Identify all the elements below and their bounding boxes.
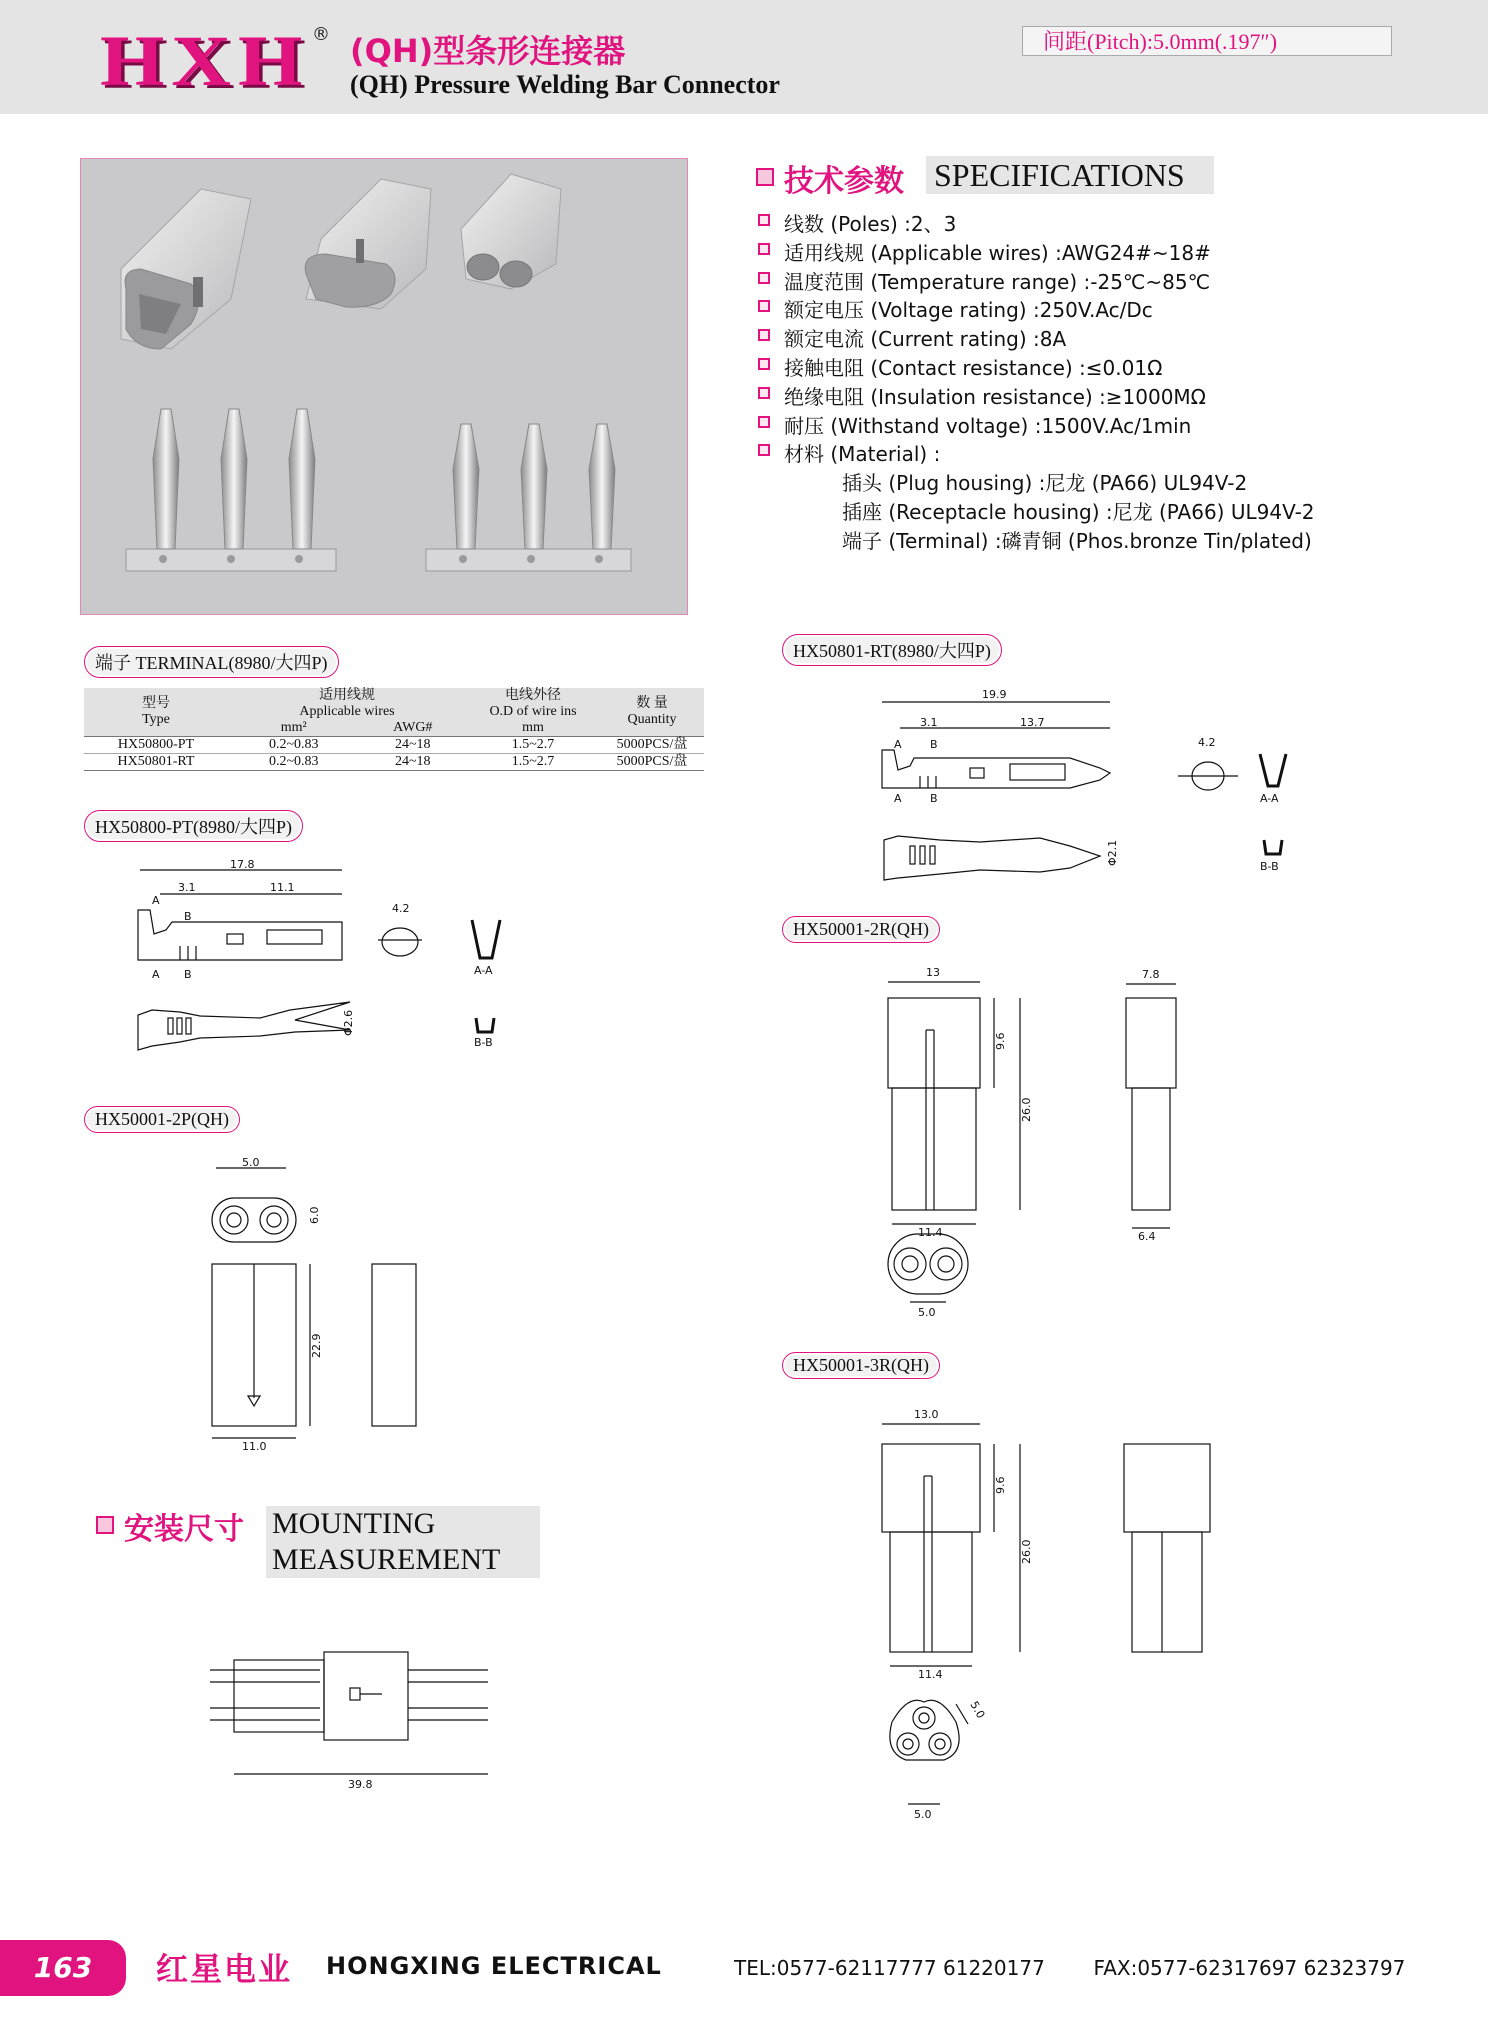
r3-tag: HX50001-3R(QH) <box>782 1352 940 1379</box>
bullet-icon <box>758 416 770 428</box>
footer-brand-en: HONGXING ELECTRICAL <box>326 1952 662 1980</box>
r2-dim-4: 11.4 <box>918 1226 943 1239</box>
table-header-type: 型号 Type <box>142 696 170 727</box>
terminal-tag: 端子 TERMINAL(8980/大四P) <box>84 646 339 678</box>
mounting-dim: 39.8 <box>348 1778 373 1790</box>
terminal-strip-pt <box>126 409 336 571</box>
svg-text:A: A <box>894 792 902 805</box>
footer-brand-cn: 红星电业 <box>156 1950 293 1988</box>
footer-contact <box>734 1956 1405 1980</box>
table-header-od-unit: mm <box>522 720 544 735</box>
pt-dim-4: 4.2 <box>392 902 410 915</box>
p2-dim-3: 22.9 <box>310 1333 323 1358</box>
bullet-icon <box>758 444 770 456</box>
spec-item: 额定电流 (Current rating) :8A <box>758 323 842 352</box>
pt-tag: HX50800-PT(8980/大四P) <box>84 810 303 842</box>
p2-tag: HX50001-2P(QH) <box>84 1106 240 1133</box>
spec-item: 接触电阻 (Contact resistance) :≤0.01Ω <box>758 352 842 381</box>
pt-dim-5: Φ2.6 <box>342 1009 355 1036</box>
spec-item: 材料 (Material) : <box>758 438 842 467</box>
table-row: HX50801-RT 0.2~0.83 24~18 1.5~2.7 5000PCS/盘 <box>117 754 688 769</box>
p2-dim-4: 11.0 <box>242 1440 267 1453</box>
r2-dim-3: 26.0 <box>1020 1097 1033 1122</box>
bullet-icon <box>758 358 770 370</box>
r2-dim-1: 13 <box>926 966 940 979</box>
svg-text:A-A: A-A <box>474 964 493 977</box>
footer-fax: FAX:0577-62317697 62323797 <box>1093 1956 1406 1980</box>
r2-drawing <box>870 962 1200 1322</box>
r3-dim-4: 11.4 <box>918 1668 943 1681</box>
svg-text:A: A <box>152 894 160 907</box>
mounting-heading-en: MOUNTING MEASUREMENT <box>266 1506 540 1578</box>
r3-dim-3: 26.0 <box>1020 1539 1033 1564</box>
bullet-icon <box>758 243 770 255</box>
housing-2pin-plug <box>305 179 431 309</box>
product-photo <box>80 158 688 615</box>
rt-dim-4: 4.2 <box>1198 736 1216 749</box>
spec-item: 线数 (Poles) :2、3 <box>758 208 842 237</box>
spec-item: 适用线规 (Applicable wires) :AWG24#~18# <box>758 237 842 266</box>
table-header-mm2: mm² <box>280 720 307 735</box>
pt-dim-1: 17.8 <box>230 860 255 871</box>
bullet-icon <box>758 214 770 226</box>
spec-heading-en: SPECIFICATIONS <box>926 156 1214 194</box>
terminal-table <box>84 688 704 771</box>
bullet-icon <box>758 300 770 312</box>
p2-drawing <box>200 1158 460 1458</box>
r2-tag: HX50001-2R(QH) <box>782 916 940 943</box>
brand-logo: HXH <box>100 21 310 101</box>
mounting-heading-cn: 安装尺寸 <box>124 1512 244 1547</box>
rt-dim-2: 3.1 <box>920 716 938 729</box>
spec-list: 线数 (Poles) :2、3 适用线规 (Applicable wires) :AWG24#~18# 温度范围 (Temperature range) :-25℃~85℃ 额定电压 (Voltage rating) :250V.Ac/Dc 额定电流 (Current rating) :8A 接触电阻 (Contact resistance) :≤0.01Ω 绝缘电阻 (Insulation resistance) :≥1000MΩ 耐压 (Withstand voltage) :1500V.Ac/1min 材料 (Material) : 插头 (Plug housing) :尼龙 (PA66) UL94V-2 插座 (Receptacle housing) :尼龙 (PA66) UL94V-2 端子 (Terminal) :磷青铜 (Phos.bronze Tin/plated) <box>758 208 842 554</box>
svg-text:B-B: B-B <box>1260 860 1279 873</box>
bullet-icon <box>758 272 770 284</box>
svg-text:B-B: B-B <box>474 1036 493 1049</box>
spec-item: 温度范围 (Temperature range) :-25℃~85℃ <box>758 266 842 295</box>
rt-dim-5: Φ2.1 <box>1106 839 1119 866</box>
table-header-wires: 适用线规 Applicable wires <box>299 688 395 719</box>
svg-text:A: A <box>152 968 160 981</box>
footer-tel: TEL:0577-62117777 61220177 <box>734 1956 1045 1980</box>
page-title-en: (QH) Pressure Welding Bar Connector <box>350 70 780 99</box>
page-title-cn: (QH)型条形连接器 <box>350 32 626 70</box>
spec-heading-cn: 技术参数 <box>784 164 904 199</box>
r2-dim-6: 6.4 <box>1138 1230 1156 1243</box>
housing-2pin-receptacle <box>461 174 561 289</box>
r2-dim-2: 9.6 <box>994 1032 1007 1050</box>
rt-dim-3: 13.7 <box>1020 716 1045 729</box>
table-header-awg: AWG# <box>393 720 433 735</box>
svg-text:A-A: A-A <box>1260 792 1279 805</box>
product-photo-illustration <box>81 159 687 614</box>
r3-dim-1: 13.0 <box>914 1408 939 1421</box>
rt-drawing <box>870 680 1310 890</box>
spec-heading-bullet <box>756 168 774 186</box>
rt-dim-1: 19.9 <box>982 688 1007 701</box>
table-header-qty: 数 量 Quantity <box>627 696 677 727</box>
rt-tag: HX50801-RT(8980/大四P) <box>782 634 1002 666</box>
pt-dim-3: 11.1 <box>270 881 295 894</box>
r2-dim-5: 7.8 <box>1142 968 1160 981</box>
pt-dim-2: 3.1 <box>178 881 196 894</box>
pitch-label: 间距(Pitch):5.0mm(.197″) <box>1022 26 1392 56</box>
p2-dim-1: 5.0 <box>242 1158 260 1169</box>
registered-mark: ® <box>312 24 330 45</box>
r3-dim-6: 5.0 <box>914 1808 932 1821</box>
bullet-icon <box>758 387 770 399</box>
mounting-heading-bullet <box>96 1516 114 1534</box>
svg-text:B: B <box>930 792 938 805</box>
r3-drawing <box>870 1404 1230 1844</box>
p2-dim-2: 6.0 <box>308 1206 321 1224</box>
housing-3pin <box>121 189 251 349</box>
r3-dim-2: 9.6 <box>994 1476 1007 1494</box>
mounting-drawing <box>210 1640 510 1790</box>
r2-dim-7: 5.0 <box>918 1306 936 1319</box>
svg-text:B: B <box>184 968 192 981</box>
spec-item: 额定电压 (Voltage rating) :250V.Ac/Dc <box>758 294 842 323</box>
pt-drawing <box>120 860 540 1060</box>
r3-dim-5: 5.0 <box>967 1699 988 1721</box>
svg-text:B: B <box>184 910 192 923</box>
bullet-icon <box>758 329 770 341</box>
svg-text:A: A <box>894 738 902 751</box>
table-row: HX50800-PT 0.2~0.83 24~18 1.5~2.7 5000PCS/盘 <box>84 737 704 754</box>
spec-item: 绝缘电阻 (Insulation resistance) :≥1000MΩ <box>758 381 842 410</box>
table-header-od: 电线外径 O.D of wire ins <box>489 688 577 719</box>
spec-item: 耐压 (Withstand voltage) :1500V.Ac/1min <box>758 410 842 439</box>
svg-text:B: B <box>930 738 938 751</box>
page-number: 163 <box>0 1940 126 1996</box>
terminal-strip-rt <box>426 424 631 571</box>
